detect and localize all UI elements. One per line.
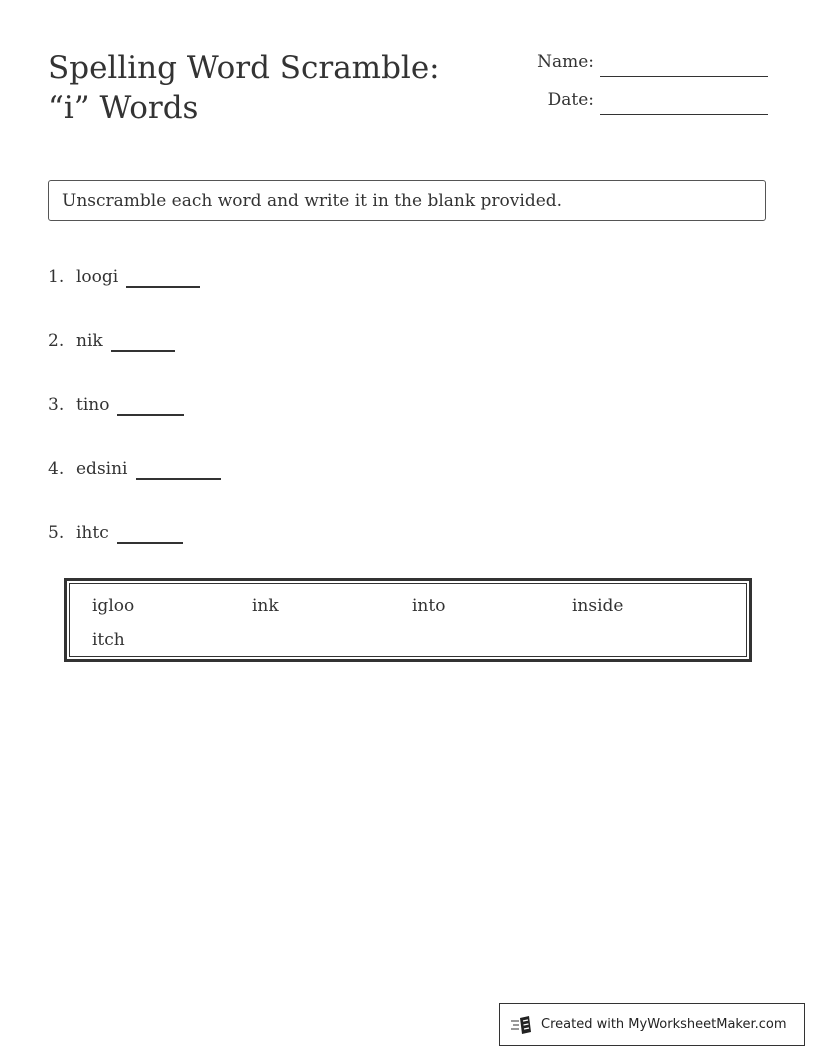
- scrambled-word: edsini: [76, 459, 128, 479]
- scrambled-word: ihtc: [76, 523, 109, 543]
- date-blank[interactable]: [600, 114, 768, 115]
- item-number: 1.: [48, 267, 65, 287]
- item-number: 3.: [48, 395, 65, 415]
- footer-text: Created with MyWorksheetMaker.com: [541, 1017, 787, 1032]
- answer-blank[interactable]: [136, 456, 221, 480]
- item-number: 5.: [48, 523, 65, 543]
- list-item: [48, 386, 221, 450]
- name-row: [500, 50, 768, 88]
- answer-blank[interactable]: [111, 328, 175, 352]
- worksheet-maker-logo-icon: [510, 1015, 534, 1035]
- instructions-text: Unscramble each word and write it in the blank provided.: [62, 191, 563, 211]
- word-bank-item: ink: [252, 596, 279, 616]
- scrambled-word: tino: [76, 395, 110, 415]
- word-bank-item: igloo: [92, 596, 135, 616]
- answer-blank[interactable]: [117, 392, 184, 416]
- footer-badge[interactable]: [499, 1003, 805, 1046]
- list-item: [48, 258, 221, 322]
- word-bank-inner: [69, 583, 747, 657]
- word-bank-item: inside: [572, 596, 624, 616]
- answer-blank[interactable]: [126, 264, 200, 288]
- list-item: [48, 322, 221, 386]
- list-item: [48, 450, 221, 514]
- item-number: 4.: [48, 459, 65, 479]
- scrambled-word: loogi: [76, 267, 119, 287]
- page-title: Spelling Word Scramble: “i” Words: [48, 50, 440, 126]
- item-number: 2.: [48, 331, 65, 351]
- word-bank-item: into: [412, 596, 446, 616]
- date-row: [500, 88, 768, 126]
- answer-blank[interactable]: [117, 520, 183, 544]
- list-item: [48, 514, 221, 578]
- name-label: Name:: [537, 52, 594, 72]
- student-info: [500, 50, 768, 126]
- scrambled-word: nik: [76, 331, 103, 351]
- name-blank[interactable]: [600, 76, 768, 77]
- word-bank-item: itch: [92, 630, 125, 650]
- instructions-box: [48, 180, 766, 221]
- scramble-list: [48, 258, 221, 578]
- date-label: Date:: [547, 90, 594, 110]
- word-bank: [64, 578, 752, 662]
